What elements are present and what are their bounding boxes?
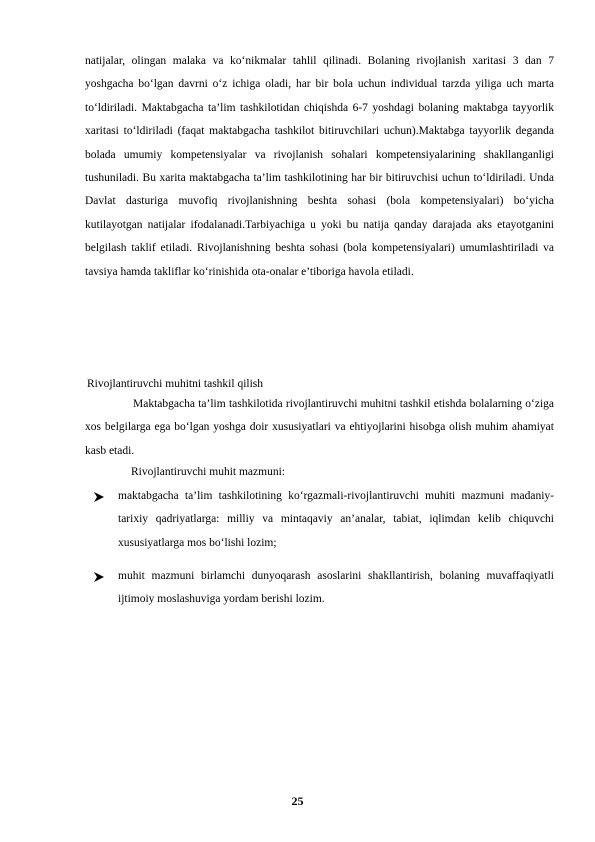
body-paragraph-1: natijalar, olingan malaka va ko‘nikmalar tahlil qilinadi. Bolaning rivojlanish xaritasi 3 dan 7 yoshgacha bo‘lgan davrni o‘z ichiga oladi, har bir bola uchun individual tarzda yiliga uch marta to‘ldiriladi. Maktabgacha ta’lim tashkilotidan chiqishda 6-7 yoshdagi bolaning maktabga tayyorlik xaritasi to‘ldiriladi (faqat maktabgacha tashkilot bitiruvchilari uchun).Maktabga tayyorlik deganda bolada umumiy kompetensiyalar va rivojlanish sohalari kompetensiyalarining shakllanganligi tushuniladi. Bu xarita maktabgacha ta’lim tashkilotining har bir bitiruvchisi uchun to‘ldiriladi. Unda Davlat dasturiga muvofiq rivojlanishning beshta sohasi (bola kompetensiyalari) bo‘yicha kutilayotgan natijalar ifodalanadi.Tarbiyachiga u yoki bu natija qanday darajada aks etayotganini belgilash taklif etiladi. Rivojlanishning beshta sohasi (bola kompetensiyalari) umumlashtiriladi va tavsiya hamda takliflar ko‘rinishida ota-onalar e’tiboriga havola etiladi.	[85, 55, 554, 278]
arrowhead-bullet-icon	[93, 491, 105, 503]
section-heading-developmental-environment: Rivojlantiruvchi muhitni tashkil qilish	[87, 378, 264, 390]
list-item-text: muhit mazmuni birlamchi dunyoqarash asoslarini shakllantirish, bolaning muvaffaqiyatli ijtimoiy moslashuviga yordam berishi lozim.	[118, 570, 554, 606]
arrowhead-bullet-icon	[93, 571, 105, 583]
body-paragraph-2: Maktabgacha ta’lim tashkilotida rivojlantiruvchi muhitni tashkil etishda bolalarning o‘ziga xos belgilarga ega bo‘lgan yoshga doir xususiyatlari va ehtiyojlarini hisobga olish muhim ahamiyat kasb etadi.	[85, 398, 554, 457]
page-number: 25	[291, 794, 304, 808]
list-item-text: maktabgacha ta’lim tashkilotining ko‘rgazmali-rivojlantiruvchi muhiti mazmuni madaniy-tarixiy qadriyatlarga: milliy va mintaqaviy an’analar, tabiat, iqlimdan kelib chiquvchi xususiyatlarga mos bo‘lishi lozim;	[118, 490, 554, 549]
list-heading-environment-content: Rivojlantiruvchi muhit mazmuni:	[131, 466, 285, 478]
